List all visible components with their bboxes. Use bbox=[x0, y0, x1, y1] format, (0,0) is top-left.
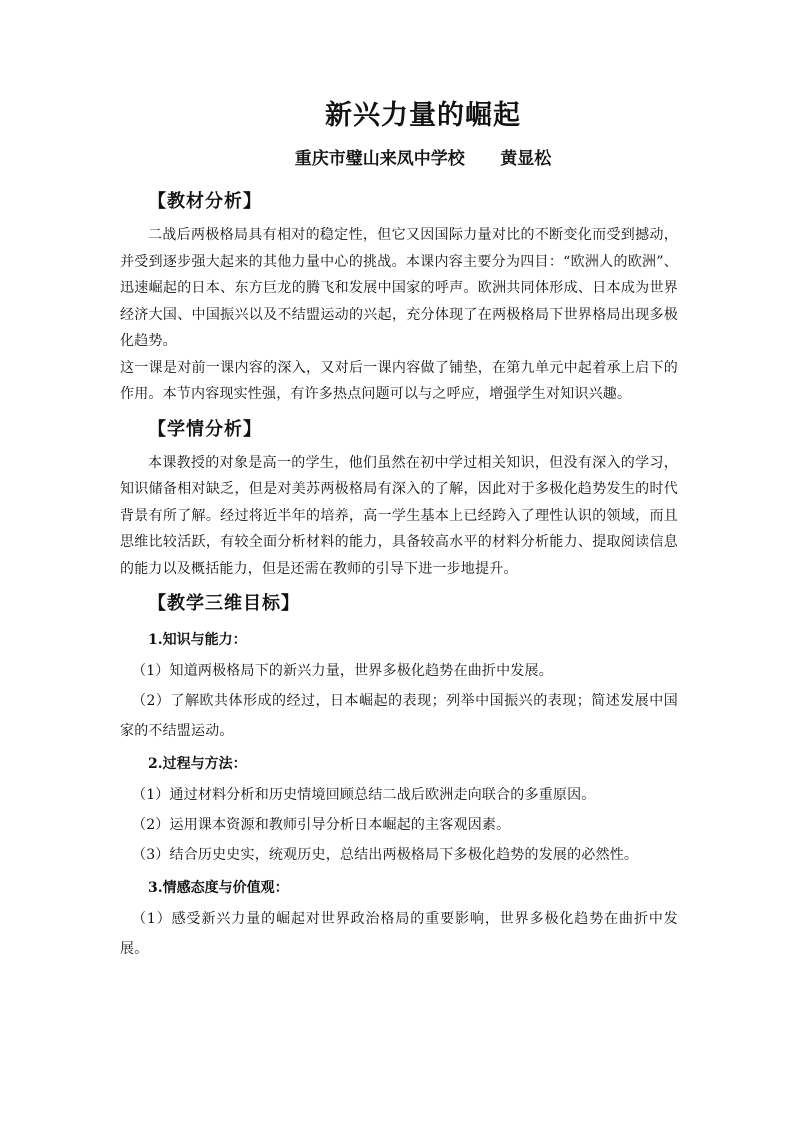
goal-item-process-1: （1）通过材料分析和历史情境回顾总结二战后欧洲走向联合的多重原因。 bbox=[132, 787, 596, 803]
section-heading-student-analysis: 【学情分析】 bbox=[148, 418, 262, 440]
goal-item-process-3: （3）结合历史史实，统观历史，总结出两极格局下多极化趋势的发展的必然性。 bbox=[132, 847, 639, 863]
document-title: 新兴力量的崛起 bbox=[325, 100, 521, 131]
goal-group-title-attitude: 3.情感态度与价值观： bbox=[148, 880, 289, 896]
document-body bbox=[120, 184, 678, 964]
section-heading-teaching-goals: 【教学三维目标】 bbox=[148, 593, 300, 614]
author-line: 重庆市璧山来凤中学校 黄显松 bbox=[294, 149, 552, 169]
section-heading-textbook-analysis: 【教材分析】 bbox=[148, 191, 262, 212]
goal-item-knowledge-1: （1）知道两极格局下的新兴力量，世界多极化趋势在曲折中发展。 bbox=[132, 663, 553, 679]
goal-group-title-knowledge: 1.知识与能力： bbox=[148, 632, 247, 648]
textbook-paragraph-1: 二战后两极格局具有相对的稳定性，但它又因国际力量对比的不断变化而受到撼动，并受到逐步强大起来的其他力量中心的挑战。本课内容主要分为四目：“欧洲人的欧洲”、迅速崛起的日本、东方巨龙的腾飞和发展中国家的呼声。欧洲共同体形成、日本成为世界经济大国、中国振兴以及不结盟运动的兴起，充分体现了在两极格局下世界格局出现多极化趋势。 bbox=[120, 227, 678, 349]
textbook-paragraph-2: 这一课是对前一课内容的深入，又对后一课内容做了铺垫，在第九单元中起着承上启下的作用。本节内容现实性强，有许多热点问题可以与之呼应，增强学生对知识兴趣。 bbox=[120, 359, 678, 402]
goal-item-attitude-1: （1）感受新兴力量的崛起对世界政治格局的重要影响，世界多极化趋势在曲折中发展。 bbox=[120, 911, 678, 957]
goal-item-process-2: （2）运用课本资源和教师引导分析日本崛起的主客观因素。 bbox=[132, 817, 511, 833]
goal-item-knowledge-2: （2）了解欧共体形成的经过，日本崛起的表现；列举中国振兴的表现；简述发展中国家的不结盟运动。 bbox=[120, 693, 678, 739]
students-paragraph-1: 本课教授的对象是高一的学生，他们虽然在初中学过相关知识，但没有深入的学习，知识储备相对缺乏，但是对美苏两极格局有深入的了解，因此对于多极化趋势发生的时代背景有所了解。经过将近半年的培养，高一学生基本上已经跨入了理性认识的领域，而且思维比较活跃，有较全面分析材料的能力，具备较高水平的材料分析能力、提取阅读信息的能力以及概括能力，但是还需在教师的引导下进一步地提升。 bbox=[120, 454, 678, 577]
goal-group-title-process: 2.过程与方法： bbox=[148, 756, 247, 772]
